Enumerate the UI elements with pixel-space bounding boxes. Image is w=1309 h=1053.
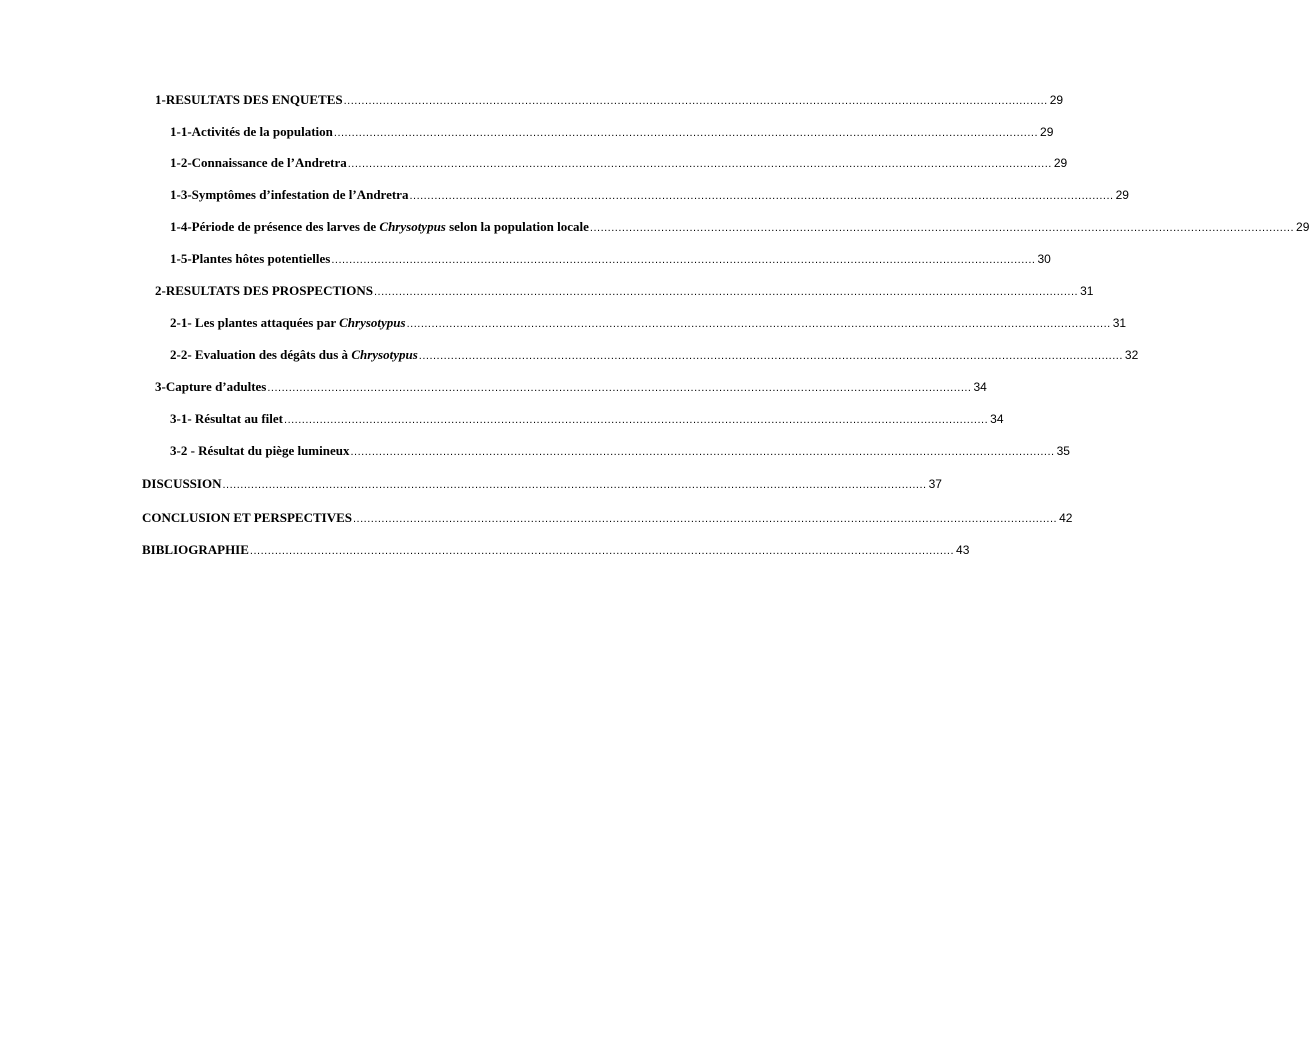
- toc-entry[interactable]: [155, 88, 1064, 108]
- toc-entry[interactable]: [170, 247, 1051, 267]
- toc-entry-number: 2-: [155, 283, 166, 298]
- toc-entry[interactable]: [142, 506, 1073, 526]
- dot-leader: ......................................................................................................................................................................................................: [406, 318, 1111, 330]
- toc-entry-title: DISCUSSION: [142, 476, 222, 491]
- toc-entry[interactable]: [170, 120, 1054, 140]
- toc-entry-title: [170, 347, 418, 363]
- dot-leader: ......................................................................................................................................................................................................: [409, 190, 1114, 202]
- toc-entry-number: 1-1-: [170, 124, 192, 139]
- toc-entry-page: 35: [1056, 444, 1070, 458]
- toc-entry-page: 31: [1112, 316, 1127, 330]
- toc-entry-title: RESULTATS DES ENQUETES: [165, 92, 343, 107]
- taxon-name: Chrysotypus: [379, 219, 446, 234]
- dot-leader: ......................................................................................................................................................................................................: [418, 350, 1123, 362]
- dot-leader: ......................................................................................................................................................................................................: [347, 158, 1052, 170]
- toc-entry[interactable]: [142, 472, 942, 492]
- toc-entry[interactable]: [170, 183, 1129, 203]
- dot-leader: ......................................................................................................................................................................................................: [284, 414, 989, 426]
- toc-entry[interactable]: [170, 439, 1070, 459]
- toc-entry-title-part: selon la population locale: [445, 219, 589, 234]
- toc-entry-page: 29: [1115, 188, 1129, 202]
- toc-entry[interactable]: [142, 538, 970, 558]
- toc-entry-title: [192, 219, 589, 235]
- dot-leader: ......................................................................................................................................................................................................: [350, 446, 1055, 458]
- toc-entry-number: 1-: [155, 92, 166, 107]
- toc-entry-title-part: Période de présence des larves de: [191, 219, 380, 234]
- toc-entry-page: 42: [1059, 511, 1073, 525]
- taxon-name: Chrysotypus: [351, 347, 418, 362]
- toc-entry-title: Plantes hôtes potentielles: [191, 251, 331, 266]
- toc-entry[interactable]: [155, 375, 987, 395]
- toc-entry-title: 3-1- Résultat au filet: [170, 411, 284, 426]
- toc-entry-title-part: 2-1- Les plantes attaquées par: [170, 315, 340, 330]
- dot-leader: ......................................................................................................................................................................................................: [249, 545, 955, 557]
- toc-entry-page: 34: [990, 412, 1004, 426]
- toc-entry-title: CONCLUSION ET PERSPECTIVES: [142, 510, 352, 525]
- toc-entry-page: 29: [1040, 125, 1054, 139]
- toc-entry-title: Connaissance de l’Andretra: [191, 155, 347, 170]
- toc-entry-page: 29: [1053, 156, 1068, 170]
- toc-entry-title: Capture d’adultes: [165, 379, 267, 394]
- dot-leader: ......................................................................................................................................................................................................: [222, 479, 927, 491]
- toc-entry-number: 3-: [155, 379, 166, 394]
- dot-leader: ......................................................................................................................................................................................................: [373, 286, 1079, 298]
- dot-leader: ......................................................................................................................................................................................................: [331, 254, 1036, 266]
- toc-entry-page: 29: [1049, 93, 1064, 107]
- toc-entry-page: 32: [1124, 348, 1139, 362]
- toc-entry-number: 1-2-: [170, 155, 192, 170]
- toc-entry-title: 3-2 - Résultat du piège lumineux: [170, 443, 350, 458]
- toc-entry-title: BIBLIOGRAPHIE: [142, 542, 249, 557]
- dot-leader: ......................................................................................................................................................................................................: [589, 222, 1295, 234]
- toc-entry-page: 30: [1037, 252, 1051, 266]
- dot-leader: ......................................................................................................................................................................................................: [343, 95, 1048, 107]
- dot-leader: ......................................................................................................................................................................................................: [333, 127, 1039, 139]
- toc-entry[interactable]: [170, 151, 1068, 171]
- toc-entry-number: 1-3-: [170, 187, 192, 202]
- dot-leader: ......................................................................................................................................................................................................: [267, 382, 972, 394]
- taxon-name: Chrysotypus: [339, 315, 406, 330]
- toc-entry-page: 43: [956, 543, 970, 557]
- toc-entry-page: 31: [1080, 284, 1094, 298]
- dot-leader: ......................................................................................................................................................................................................: [352, 513, 1058, 525]
- toc-entry-title: Symptômes d’infestation de l’Andretra: [191, 187, 409, 202]
- toc-entry-page: 34: [973, 380, 987, 394]
- toc-entry[interactable]: [170, 407, 1004, 427]
- toc-entry[interactable]: [170, 343, 1139, 363]
- toc-entry-number: 1-4-: [170, 219, 192, 234]
- toc-entry[interactable]: [170, 215, 1309, 235]
- toc-entry-page: 37: [928, 477, 942, 491]
- toc-entry-number: 1-5-: [170, 251, 192, 266]
- toc-entry-title-part: 2-2- Evaluation des dégâts dus à: [170, 347, 352, 362]
- toc-entry[interactable]: [170, 311, 1127, 331]
- toc-entry-title: RESULTATS DES PROSPECTIONS: [165, 283, 373, 298]
- toc-entry-title: [170, 315, 406, 331]
- toc-entry-title: Activités de la population: [191, 124, 333, 139]
- toc-entry[interactable]: [155, 279, 1094, 299]
- toc-entry-page: 29: [1296, 220, 1309, 234]
